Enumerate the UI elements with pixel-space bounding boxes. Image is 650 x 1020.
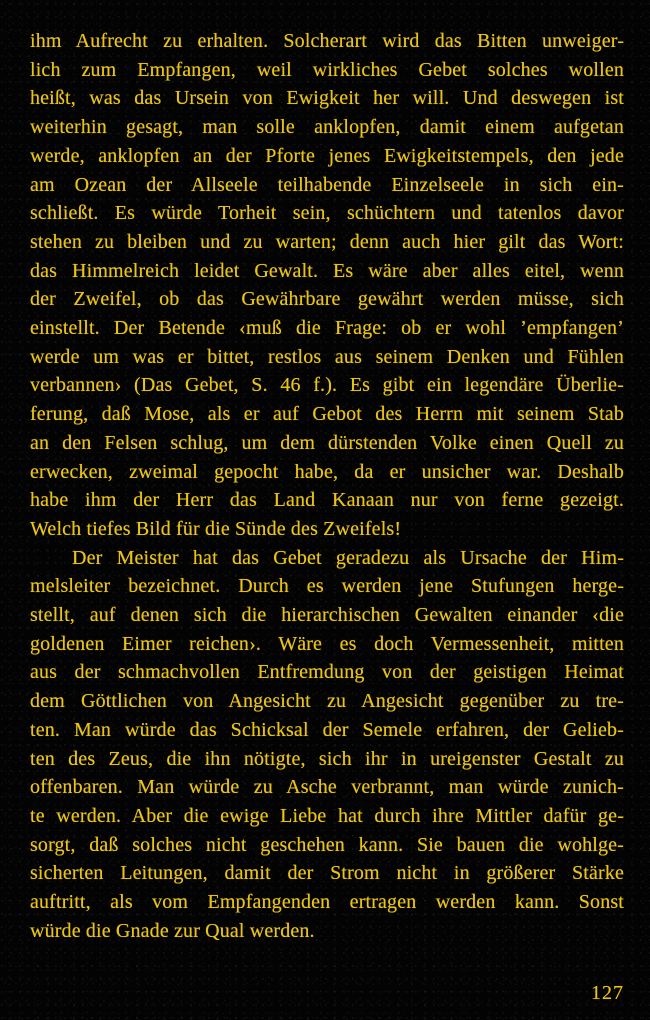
text-line: stellt, auf denen sich die hierarchischen Gewalten einander ‹die <box>30 604 624 627</box>
paragraph <box>30 544 624 946</box>
text-line: ten. Man würde das Schicksal der Semele erfahren, der Gelieb- <box>30 718 624 741</box>
text-line: erwecken, zweimal gepocht habe, da er unsicher war. Deshalb <box>30 460 624 483</box>
text-line: der Zweifel, ob das Gewährbare gewährt werden müsse, sich <box>30 288 624 311</box>
text-line: werde, anklopfen an der Pforte jenes Ewigkeitstempels, den jede <box>30 144 624 167</box>
text-line: aus der schmachvollen Entfremdung von der geistigen Heimat <box>30 661 624 684</box>
text-line: te werden. Aber die ewige Liebe hat durch ihre Mittler dafür ge- <box>30 804 624 827</box>
text-line: Der Meister hat das Gebet geradezu als Ursache der Him- <box>72 546 624 569</box>
text-line: verbannen› (Das Gebet, S. 46 f.). Es gibt ein legendäre Überlie- <box>30 374 624 397</box>
text-line: goldenen Eimer reichen›. Wäre es doch Vermessenheit, mitten <box>30 632 624 655</box>
text-line: ferung, daß Mose, als er auf Gebot des Herrn mit seinem Stab <box>30 403 624 426</box>
text-line: an den Felsen schlug, um dem dürstenden Volke einen Quell zu <box>30 431 624 454</box>
text-line: melsleiter bezeichnet. Durch es werden jene Stufungen herge- <box>30 575 624 598</box>
text-line: ihm Aufrecht zu erhalten. Solcherart wird das Bitten unweiger- <box>30 30 624 52</box>
page-number: 127 <box>591 982 624 1004</box>
text-line: dem Göttlichen von Angesicht zu Angesicht gegenüber zu tre- <box>30 690 624 713</box>
text-line: stehen zu bleiben und zu warten; denn auch hier gilt das Wort: <box>30 230 624 253</box>
paragraph <box>30 27 624 544</box>
page-text <box>30 27 624 946</box>
text-line: das Himmelreich leidet Gewalt. Es wäre aber alles eitel, wenn <box>30 259 624 282</box>
text-line: offenbaren. Man würde zu Asche verbrannt, man würde zunich- <box>30 776 624 799</box>
text-line: sorgt, daß solches nicht geschehen kann. Sie bauen die wohlge- <box>30 833 624 856</box>
text-line: lich zum Empfangen, weil wirkliches Gebet solches wollen <box>30 58 624 81</box>
text-line: würde die Gnade zur Qual werden. <box>30 919 315 942</box>
text-line: weiterhin gesagt, man solle anklopfen, damit einem aufgetan <box>30 116 624 139</box>
text-line: heißt, was das Ursein von Ewigkeit her will. Und deswegen ist <box>30 87 624 110</box>
text-line: einstellt. Der Betende ‹muß die Frage: ob er wohl ’empfangen’ <box>30 317 624 340</box>
text-line: ten des Zeus, die ihn nötigte, sich ihr in ureigenster Gestalt zu <box>30 747 624 770</box>
text-line: am Ozean der Allseele teilhabende Einzelseele in sich ein- <box>30 173 624 196</box>
text-line: werde um was er bittet, restlos aus seinem Denken und Fühlen <box>30 345 624 368</box>
text-line: sicherten Leitungen, damit der Strom nicht in größerer Stärke <box>30 862 624 885</box>
text-line: auftritt, als vom Empfangenden ertragen werden kann. Sonst <box>30 891 624 914</box>
text-line: habe ihm der Herr das Land Kanaan nur von ferne gezeigt. <box>30 489 624 512</box>
text-line: schließt. Es würde Torheit sein, schüchtern und tatenlos davor <box>30 202 624 225</box>
text-line: Welch tiefes Bild für die Sünde des Zweifels! <box>30 517 402 540</box>
